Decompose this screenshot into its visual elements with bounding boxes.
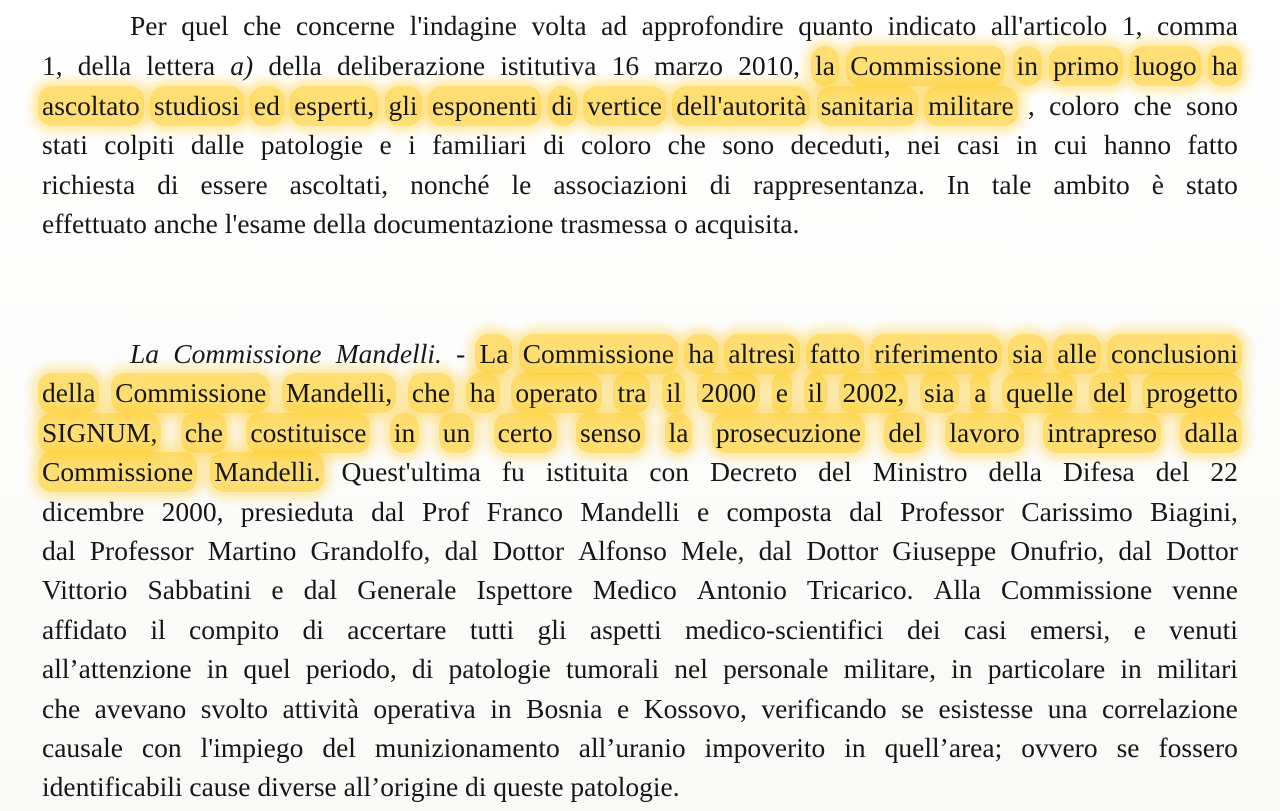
text-line: Per quel che concerne l'indagine volta ad approfondire quanto indicato all'articolo 1, comma — [130, 10, 1238, 41]
text-line: Commissione Mandelli. Quest'ultima fu istituita con Decreto del Ministro della Difesa del 22 — [42, 452, 1238, 492]
text-line: Vittorio Sabbatini e dal Generale Ispettore Medico Antonio Tricarico. Alla Commissione venne — [42, 574, 1238, 605]
text-line: dicembre 2000, presieduta dal Prof Franco Mandelli e composta dal Professor Carissimo Biagini, — [42, 496, 1238, 527]
text-line: che avevano svolto attività operativa in Bosnia e Kossovo, verificando se esistesse una correlazione — [42, 693, 1238, 724]
text-line: stati colpiti dalle patologie e i familiari di coloro che sono deceduti, nei casi in cui hanno fatto — [42, 129, 1238, 160]
text-line: identificabili cause diverse all’origine di queste patologie. — [42, 771, 680, 802]
text-line: La Commissione Mandelli. - La Commissione ha altresì fatto riferimento sia alle conclusioni — [130, 334, 1238, 374]
text-line: richiesta di essere ascoltati, nonché le associazioni di rappresentanza. In tale ambito è stato — [42, 169, 1238, 200]
text-line: causale con l'impiego del munizionamento all’uranio impoverito in quell’area; ovvero se fossero — [42, 732, 1238, 763]
text-line: all’attenzione in quel periodo, di patologie tumorali nel personale militare, in particolare in militari — [42, 653, 1238, 684]
text-line: effettuato anche l'esame della documentazione trasmessa o acquisita. — [42, 208, 800, 239]
text-line: 1, della lettera a) della deliberazione istitutiva 16 marzo 2010, la Commissione in primo luogo ha — [42, 46, 1238, 86]
text-line: ascoltato studiosi ed esperti, gli esponenti di vertice dell'autorità sanitaria militare , coloro che sono — [42, 86, 1238, 126]
text-line: affidato il compito di accertare tutti gli aspetti medico-scientifici dei casi emersi, e venuti — [42, 614, 1238, 645]
text-line: della Commissione Mandelli, che ha operato tra il 2000 e il 2002, sia a quelle del progetto — [42, 373, 1238, 413]
text-line: SIGNUM, che costituisce in un certo senso la prosecuzione del lavoro intrapreso dalla — [42, 413, 1238, 453]
text-line: dal Professor Martino Grandolfo, dal Dottor Alfonso Mele, dal Dottor Giuseppe Onufrio, dal Dottor — [42, 535, 1238, 566]
